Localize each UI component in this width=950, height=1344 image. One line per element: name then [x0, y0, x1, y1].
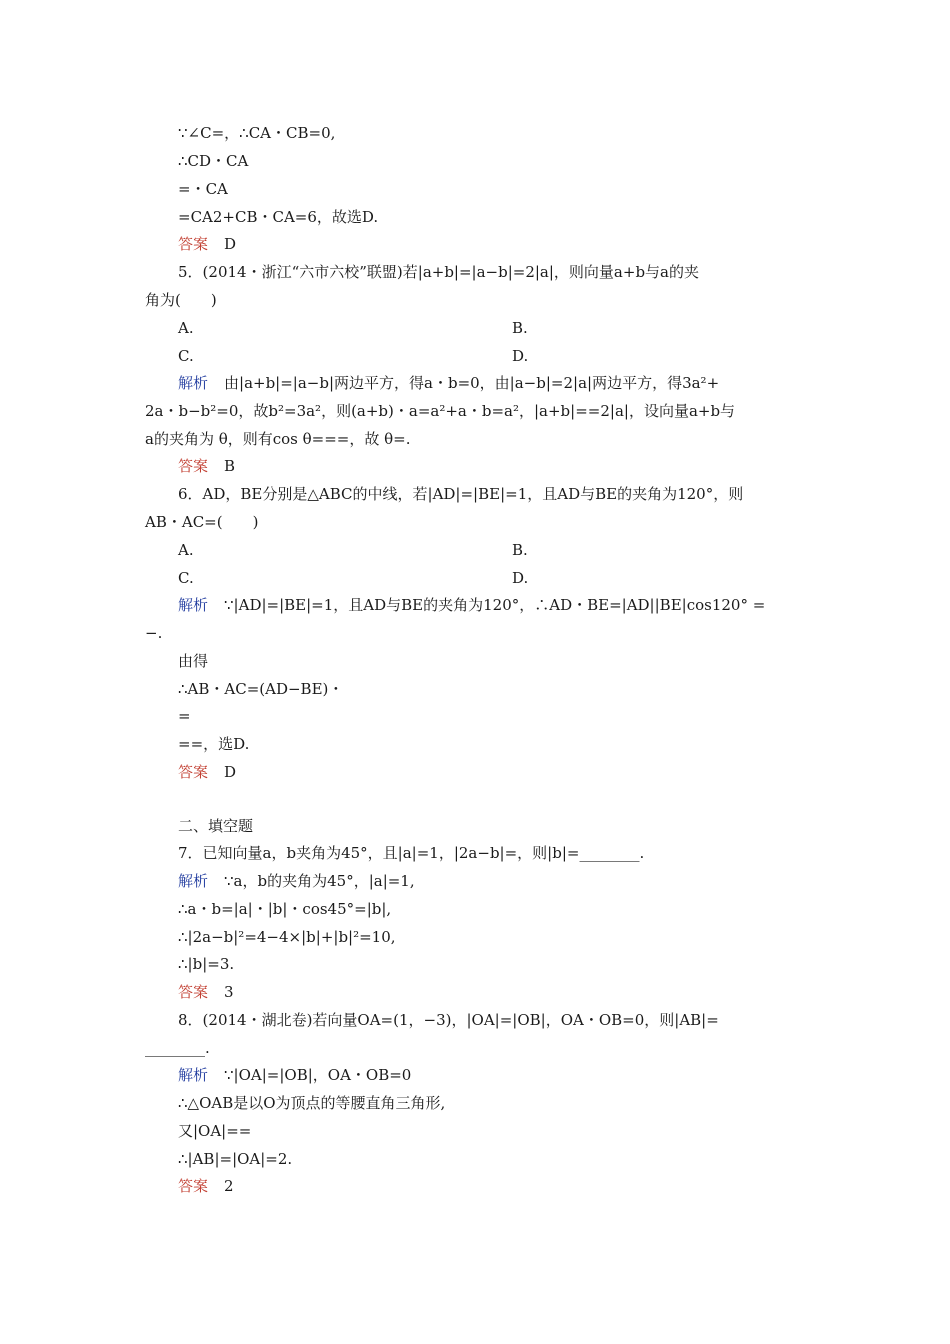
text-line: ∴CD・CA — [178, 152, 249, 170]
text-line: ∴|AB|=|OA|=2. — [178, 1150, 293, 1168]
answer-label: 答案 — [178, 457, 209, 475]
text-line: ∵∠C=，∴CA・CB=0, — [178, 124, 336, 142]
text-line: ∴△OAB是以O为顶点的等腰直角三角形, — [178, 1094, 446, 1112]
analysis-label: 解析 — [178, 374, 209, 392]
question-5-cont: 角为( ) — [145, 291, 217, 309]
analysis-label: 解析 — [178, 596, 209, 614]
section-heading: 二、填空题 — [178, 817, 254, 835]
text-line: 2a・b−b²=0，故b²=3a²，则(a+b)・a=a²+a・b=a²，|a+b|==2|a|，设向量a+b与 — [145, 402, 736, 420]
answer-label: 答案 — [178, 1177, 209, 1195]
question-5: 5．(2014・浙江“六市六校”联盟)若|a+b|=|a−b|=2|a|，则向量a+b与a的夹 — [178, 263, 699, 281]
answer-line: 答案 2 — [178, 1177, 234, 1195]
text-line: 又|OA|== — [178, 1122, 252, 1140]
answer-line: 答案 D — [178, 235, 237, 253]
text-line: =CA2+CB・CA=6，故选D. — [178, 208, 379, 226]
answer-label: 答案 — [178, 235, 209, 253]
analysis-label: 解析 — [178, 872, 209, 890]
question-7: 7．已知向量a，b夹角为45°，且|a|=1，|2a−b|=，则|b|=________. — [178, 844, 645, 862]
option-a: A. — [178, 319, 194, 337]
option-b: B. — [512, 319, 528, 337]
option-a: A. — [178, 541, 194, 559]
text-line: = — [178, 707, 191, 725]
question-8-cont: ________. — [145, 1039, 210, 1057]
text-line: ∴|b|=3. — [178, 955, 235, 973]
option-d: D. — [512, 347, 529, 365]
question-6: 6．AD，BE分别是△ABC的中线，若|AD|=|BE|=1，且AD与BE的夹角为120°，则 — [178, 485, 744, 503]
text-line: ==，选D. — [178, 735, 250, 753]
answer-label: 答案 — [178, 983, 209, 1001]
analysis-line: 解析 ∵|OA|=|OB|，OA・OB=0 — [178, 1066, 412, 1084]
text-line: −. — [145, 624, 163, 642]
analysis-line: 解析 ∵|AD|=|BE|=1，且AD与BE的夹角为120°，∴AD・BE=|AD||BE|cos120° = — [178, 596, 766, 614]
text-line: ∴a・b=|a|・|b|・cos45°=|b|, — [178, 900, 392, 918]
analysis-line: 解析 由|a+b|=|a−b|两边平方，得a・b=0，由|a−b|=2|a|两边平方，得3a²+ — [178, 374, 720, 392]
option-c: C. — [178, 347, 194, 365]
text-line: =・CA — [178, 180, 228, 198]
option-d: D. — [512, 569, 529, 587]
text-line: ∴AB・AC=(AD−BE)・ — [178, 680, 344, 698]
option-c: C. — [178, 569, 194, 587]
answer-line: 答案 D — [178, 763, 237, 781]
answer-line: 答案 3 — [178, 983, 234, 1001]
answer-line: 答案 B — [178, 457, 236, 475]
analysis-line: 解析 ∵a，b的夹角为45°，|a|=1, — [178, 872, 415, 890]
question-6-cont: AB・AC=( ) — [145, 513, 259, 531]
text-line: 由得 — [178, 652, 209, 670]
text-line: ∴|2a−b|²=4−4×|b|+|b|²=10, — [178, 928, 396, 946]
answer-label: 答案 — [178, 763, 209, 781]
question-8: 8．(2014・湖北卷)若向量OA=(1，−3)，|OA|=|OB|，OA・OB=0，则|AB|= — [178, 1011, 719, 1029]
analysis-label: 解析 — [178, 1066, 209, 1084]
option-b: B. — [512, 541, 528, 559]
text-line: a的夹角为 θ，则有cos θ===，故 θ=. — [145, 430, 411, 448]
